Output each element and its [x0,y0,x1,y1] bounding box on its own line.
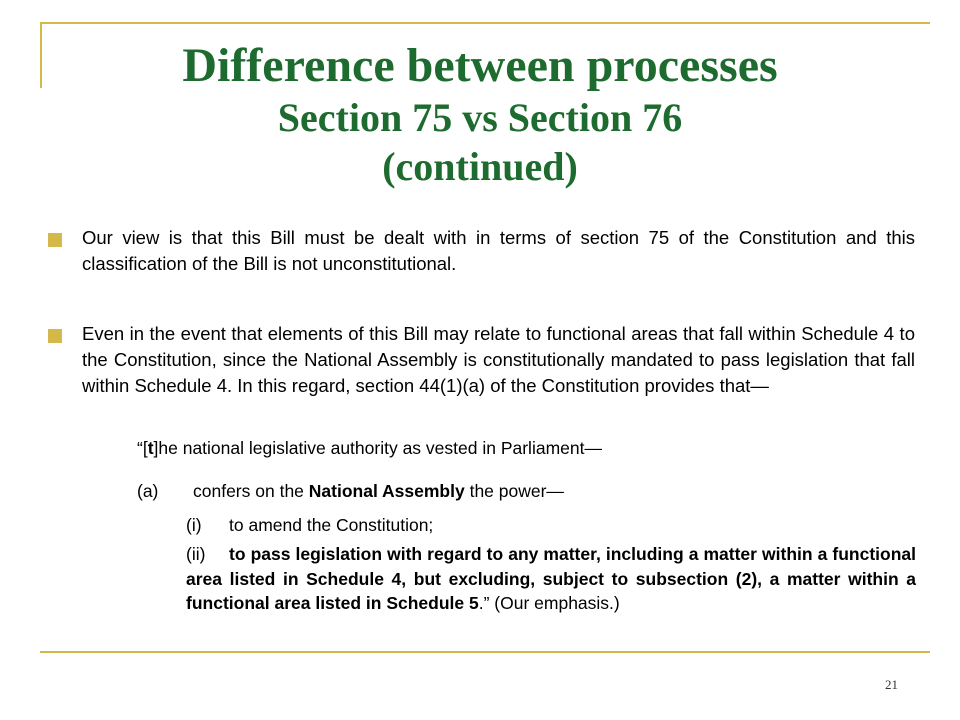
quote-emphasis: t [147,438,154,458]
quote-open: “[ [137,438,148,458]
clause-a-text-2: the power— [464,481,564,501]
bottom-rule [40,651,930,653]
clause-ii-bold-2: Schedule 5 [386,593,479,613]
clause-i-text: to amend the Constitution; [229,515,434,535]
quote-intro [137,436,602,461]
clause-ii-marker: (ii) [186,544,206,564]
bullet-square-icon [48,329,62,343]
title-line-1: Difference between processes [182,39,778,92]
title-line-3: (continued) [382,144,578,190]
quote-rest: ]he national legislative authority as vested in Parliament— [153,438,602,458]
clause-a-marker: (a) [137,481,159,501]
clause-a-bold: National Assembly [308,481,465,501]
page-number: 21 [885,677,898,692]
clause-i-marker: (i) [186,515,202,535]
top-rule [40,22,930,24]
clause-ii-text: .” (Our emphasis.) [478,593,620,613]
bullet-square-icon [48,233,62,247]
clause-i [186,513,433,538]
slide-title [40,40,920,189]
clause-a-text-1: confers on the [193,481,309,501]
clause-a [137,479,564,504]
clause-ii-bold-1: to pass legislation with regard to any matter, including a matter within a functional area listed in Schedule 4, but excluding, subject to subsection (2), a matter within a functional area listed in [186,544,916,613]
clause-ii [186,542,916,616]
title-line-2: Section 75 vs Section 76 [277,95,683,141]
paragraph-2: Even in the event that elements of this Bill may relate to functional areas that fall within Schedule 4 to the Constitution, since the National Assembly is constitutionally mandated to pass legislation that fall within Schedule 4. In this regard, section 44(1)(a) of the Constitution provides that— [82,323,915,396]
paragraph-1: Our view is that this Bill must be dealt with in terms of section 75 of the Constitution and this classification of the Bill is not unconstitutional. [82,227,915,274]
